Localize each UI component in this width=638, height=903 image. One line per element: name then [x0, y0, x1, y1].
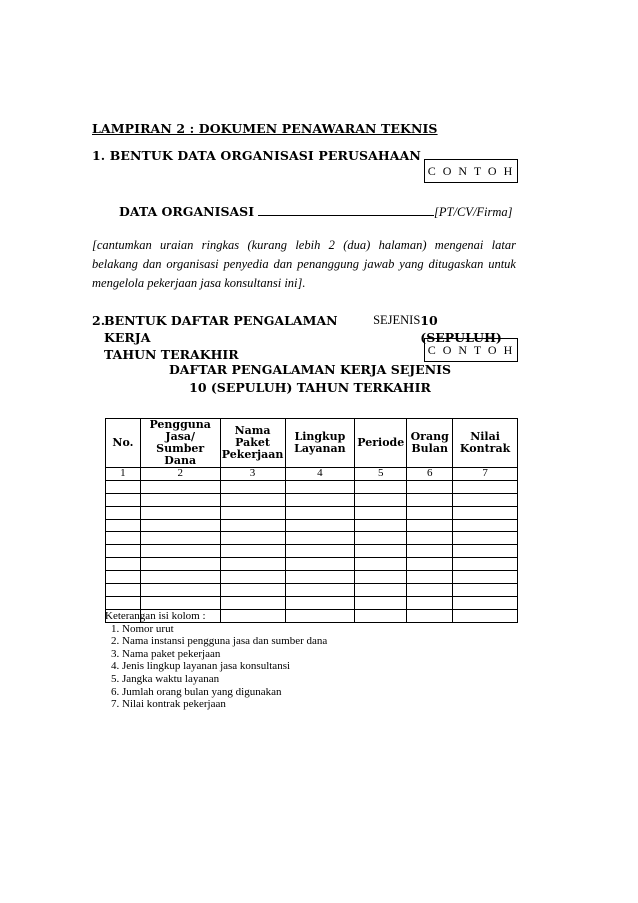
table-cell [407, 545, 453, 558]
table-cell [285, 493, 355, 506]
table-cell [140, 596, 220, 609]
table-cell [140, 493, 220, 506]
table-title [140, 361, 480, 397]
table-row [106, 545, 518, 558]
section-2-heading-part2: 10 (SEPULUH) [420, 313, 502, 345]
table-cell [106, 519, 141, 532]
table-cell [285, 545, 355, 558]
table-cell [220, 506, 285, 519]
table-cell [106, 558, 141, 571]
table-cell [106, 596, 141, 609]
header-periode: Periode [355, 419, 407, 468]
table-cell [453, 532, 518, 545]
table-cell [220, 532, 285, 545]
column-number-row [106, 468, 518, 481]
table-cell [106, 493, 141, 506]
section-2-number: 2. [92, 313, 106, 328]
table-row [106, 480, 518, 493]
table-cell [407, 506, 453, 519]
table-row [106, 532, 518, 545]
data-organisasi-line [119, 203, 513, 220]
table-cell [407, 571, 453, 584]
table-cell [220, 584, 285, 597]
contoh-box-1: C O N T O H [424, 159, 518, 183]
table-row [106, 596, 518, 609]
fill-in-line [258, 203, 434, 216]
list-item: 3. Nama paket pekerjaan [122, 648, 435, 661]
list-item: 4. Jenis lingkup layanan jasa konsultansi [122, 660, 435, 673]
column-number: 2 [140, 468, 220, 481]
list-item: 2. Nama instansi pengguna jasa dan sumber dana [122, 635, 435, 648]
table-header-row [106, 419, 518, 468]
header-nama-paket: Nama Paket Pekerjaan [220, 419, 285, 468]
section-1-description: [cantumkan uraian ringkas (kurang lebih 2 (dua) halaman) mengenai latar belakang dan organisasi penyedia dan penanggung jawab yang ditugaskan untuk mengelola pekerjaan jasa konsultansi ini]. [92, 238, 516, 290]
table-cell [106, 480, 141, 493]
list-item: 1. Nomor urut [122, 623, 435, 636]
table-cell [285, 571, 355, 584]
table-cell [453, 545, 518, 558]
table-cell [285, 558, 355, 571]
table-cell [220, 596, 285, 609]
table-cell [285, 506, 355, 519]
experience-table [105, 418, 518, 623]
table-cell [453, 571, 518, 584]
table-cell [355, 480, 407, 493]
data-organisasi-label: DATA ORGANISASI [119, 204, 255, 219]
table-cell [220, 480, 285, 493]
list-item: 7. Nilai kontrak pekerjaan [122, 698, 435, 711]
page-title: LAMPIRAN 2 : DOKUMEN PENAWARAN TEKNIS [92, 121, 438, 136]
table-cell [285, 532, 355, 545]
table-cell [407, 480, 453, 493]
table-cell [285, 584, 355, 597]
table-cell [355, 545, 407, 558]
table-cell [355, 493, 407, 506]
table-cell [453, 480, 518, 493]
list-item: 6. Jumlah orang bulan yang digunakan [122, 686, 435, 699]
column-notes [105, 610, 435, 711]
column-number: 3 [220, 468, 285, 481]
section-2-heading-part1: BENTUK DAFTAR PENGALAMAN KERJA [104, 313, 338, 345]
table-title-line1: DAFTAR PENGALAMAN KERJA SEJENIS [168, 362, 452, 377]
table-cell [355, 571, 407, 584]
column-number: 1 [106, 468, 141, 481]
header-pengguna-jasa: Pengguna Jasa/ Sumber Dana [140, 419, 220, 468]
header-orang-bulan: Orang Bulan [407, 419, 453, 468]
table-cell [140, 480, 220, 493]
table-row [106, 571, 518, 584]
column-number: 4 [285, 468, 355, 481]
table-cell [106, 506, 141, 519]
table-row [106, 519, 518, 532]
table-cell [355, 519, 407, 532]
table-cell [355, 506, 407, 519]
table-cell [407, 584, 453, 597]
table-cell [140, 571, 220, 584]
table-cell [220, 493, 285, 506]
table-cell [285, 519, 355, 532]
header-lingkup-layanan: Lingkup Layanan [285, 419, 355, 468]
column-number: 7 [453, 468, 518, 481]
table-cell [140, 558, 220, 571]
list-item: 5. Jangka waktu layanan [122, 673, 435, 686]
header-nilai-kontrak: Nilai Kontrak [453, 419, 518, 468]
table-cell [355, 596, 407, 609]
table-cell [220, 545, 285, 558]
table-row [106, 506, 518, 519]
table-cell [106, 545, 141, 558]
table-title-line2: 10 (SEPULUH) TAHUN TERKAHIR [189, 380, 431, 395]
table-cell [140, 545, 220, 558]
contoh-box-2: C O N T O H [424, 338, 518, 362]
notes-title: Keterangan isi kolom : [105, 610, 206, 622]
table-cell [407, 493, 453, 506]
table-cell [285, 480, 355, 493]
table-row [106, 584, 518, 597]
table-cell [355, 558, 407, 571]
table-cell [220, 571, 285, 584]
table-cell [355, 584, 407, 597]
section-2-heading-line2: TAHUN TERAKHIR [104, 347, 239, 362]
table-row [106, 493, 518, 506]
table-cell [106, 571, 141, 584]
header-no: No. [106, 419, 141, 468]
section-1-heading: 1. BENTUK DATA ORGANISASI PERUSAHAAN [92, 148, 421, 163]
table-cell [140, 584, 220, 597]
table-cell [407, 532, 453, 545]
table-cell [106, 584, 141, 597]
table-cell [453, 558, 518, 571]
table-cell [140, 519, 220, 532]
table-cell [106, 532, 141, 545]
notes-list [105, 623, 435, 711]
table-cell [453, 506, 518, 519]
table-cell [453, 596, 518, 609]
table-cell [355, 532, 407, 545]
data-organisasi-suffix: [PT/CV/Firma] [434, 205, 513, 219]
table-cell [140, 532, 220, 545]
table-cell [453, 493, 518, 506]
table-cell [140, 506, 220, 519]
column-number: 5 [355, 468, 407, 481]
section-2-heading-sejenis: SEJENIS [373, 313, 421, 327]
table-cell [407, 558, 453, 571]
table-row [106, 558, 518, 571]
table-cell [407, 519, 453, 532]
table-cell [220, 558, 285, 571]
table-cell [453, 609, 518, 622]
table-cell [453, 519, 518, 532]
table-cell [220, 519, 285, 532]
column-number: 6 [407, 468, 453, 481]
table-cell [453, 584, 518, 597]
table-cell [285, 596, 355, 609]
table-cell [407, 596, 453, 609]
